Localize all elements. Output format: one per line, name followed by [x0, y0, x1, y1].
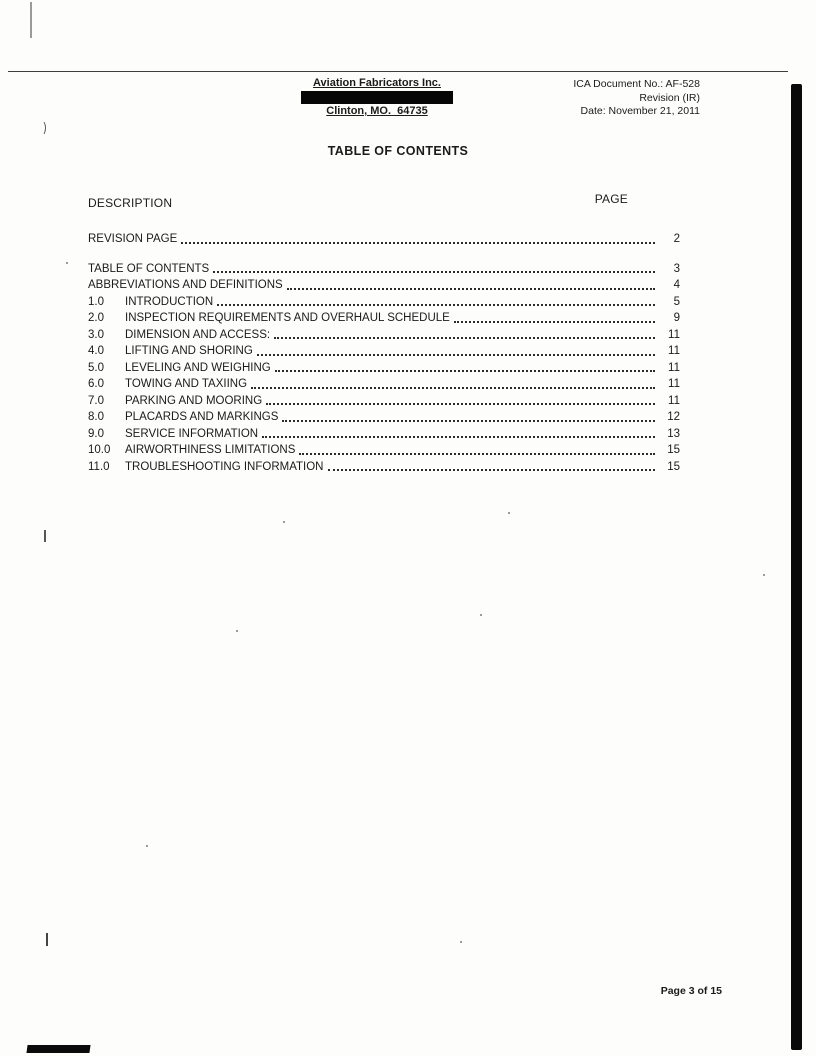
toc-column-headers: [88, 192, 680, 210]
scan-speck: [763, 574, 765, 576]
page-number-footer: Page 3 of 15: [660, 985, 722, 997]
toc-entry-page: 11: [668, 328, 680, 341]
toc-entry-page: 11: [668, 361, 680, 374]
toc-row: [88, 376, 680, 393]
toc-row: [88, 343, 680, 360]
toc-entry-page: 9: [673, 312, 680, 324]
toc-row: [88, 327, 680, 344]
toc-entry-title: LIFTING AND SHORING: [125, 345, 253, 357]
toc-entry-page: 3: [673, 262, 680, 275]
toc-dot-leader: [251, 387, 655, 389]
toc-entry-title: TABLE OF CONTENTS: [88, 262, 210, 275]
toc-dot-leader: [257, 354, 655, 356]
toc-entry-number: 11.0: [88, 460, 110, 473]
toc-dot-leader: [217, 304, 655, 306]
document-info-block: [573, 78, 700, 119]
company-address: Clinton, MO. 64735: [326, 105, 428, 117]
toc-row: [88, 409, 680, 426]
toc-entry-title: AIRWORTHINESS LIMITATIONS: [125, 444, 296, 456]
company-name: Aviation Fabricators Inc.: [313, 77, 441, 89]
toc-row: [88, 310, 680, 327]
toc-row: [88, 294, 680, 311]
toc-entry-number: 9.0: [88, 427, 104, 440]
toc-row: [88, 442, 680, 459]
scan-speck: [283, 521, 285, 523]
toc-dot-leader: [454, 321, 655, 323]
toc-row: [88, 360, 680, 377]
scan-speck: [66, 262, 68, 264]
toc-entry-number: 1.0: [88, 295, 104, 308]
toc-entry-title: DIMENSION AND ACCESS:: [125, 328, 271, 341]
toc-row: [88, 459, 680, 476]
toc-dot-leader: [266, 403, 655, 405]
toc-entry-number: 10.0: [88, 444, 111, 456]
toc-entry-page: 5: [673, 295, 680, 308]
toc-dot-leader: [213, 271, 655, 273]
scan-artifact-paren: [37, 120, 46, 136]
toc-entry-page: 2: [673, 233, 680, 245]
toc-entry-title: ABBREVIATIONS AND DEFINITIONS: [88, 279, 283, 291]
toc-entry-number: 2.0: [88, 312, 104, 324]
toc-entry-title: PLACARDS AND MARKINGS: [125, 411, 279, 423]
scan-speck: [508, 512, 510, 514]
page-column-header: PAGE: [594, 192, 628, 206]
toc-dot-leader: [275, 370, 655, 372]
scan-speck: [460, 941, 462, 943]
toc-entry-title: INTRODUCTION: [125, 295, 214, 308]
toc-entry-title: TOWING AND TAXIING: [125, 378, 248, 390]
toc-row: [88, 393, 680, 410]
description-column-header: DESCRIPTION: [88, 196, 173, 210]
toc-entry-title: PARKING AND MOORING: [125, 394, 263, 407]
page-title: TABLE OF CONTENTS: [327, 144, 469, 158]
scan-artifact-bottom: [26, 1045, 90, 1053]
doc-date-line: Date: November 21, 2011: [580, 105, 700, 117]
doc-number-line: ICA Document No.: AF-528: [573, 78, 700, 90]
toc-entry-page: 11: [668, 394, 680, 407]
scan-edge-bar: [791, 84, 802, 1050]
toc-dot-leader: [299, 453, 655, 455]
toc-entry-page: 11: [668, 345, 680, 357]
letterhead-rule: [8, 71, 788, 72]
toc-dot-leader: [262, 436, 655, 438]
doc-revision-line: Revision (IR): [639, 91, 700, 104]
toc-entry-page: 12: [667, 411, 680, 423]
scan-artifact-tick: [46, 933, 48, 946]
toc-entry-page: 13: [667, 427, 680, 440]
toc-list: [88, 231, 680, 475]
redaction-bar: [301, 91, 453, 104]
toc-entry-number: 5.0: [88, 361, 104, 374]
toc-entry-number: 6.0: [88, 378, 104, 390]
toc-entry-number: 8.0: [88, 411, 104, 423]
toc-entry-title: REVISION PAGE: [88, 233, 178, 245]
scan-artifact-top-tick: [30, 2, 32, 38]
toc-dot-leader: [181, 242, 655, 244]
toc-entry-page: 15: [667, 444, 680, 456]
toc-entry-title: INSPECTION REQUIREMENTS AND OVERHAUL SCHEDULE: [125, 312, 450, 324]
toc-row: [88, 426, 680, 443]
toc-entry-title: LEVELING AND WEIGHING: [125, 361, 271, 374]
toc-dot-leader: [287, 288, 655, 290]
toc-entry-title: SERVICE INFORMATION: [125, 427, 259, 440]
scan-speck: [236, 630, 238, 632]
toc-section: [88, 192, 680, 475]
toc-entry-title: TROUBLESHOOTING INFORMATION: [125, 460, 324, 473]
letterhead: [288, 77, 466, 117]
toc-row: [88, 261, 680, 278]
toc-entry-number: 3.0: [88, 328, 104, 341]
toc-entry-page: 11: [668, 378, 680, 390]
scan-artifact-tick: [44, 530, 46, 542]
toc-entry-number: 7.0: [88, 394, 104, 407]
toc-entry-page: 15: [667, 460, 680, 473]
toc-entry-page: 4: [673, 279, 680, 291]
scan-speck: [146, 845, 148, 847]
toc-row: [88, 231, 680, 248]
toc-dot-leader: [282, 420, 655, 422]
toc-row: [88, 277, 680, 294]
toc-dot-leader: [274, 337, 655, 339]
scan-speck: [480, 614, 482, 616]
toc-dot-leader: [328, 469, 656, 471]
toc-entry-number: 4.0: [88, 345, 104, 357]
